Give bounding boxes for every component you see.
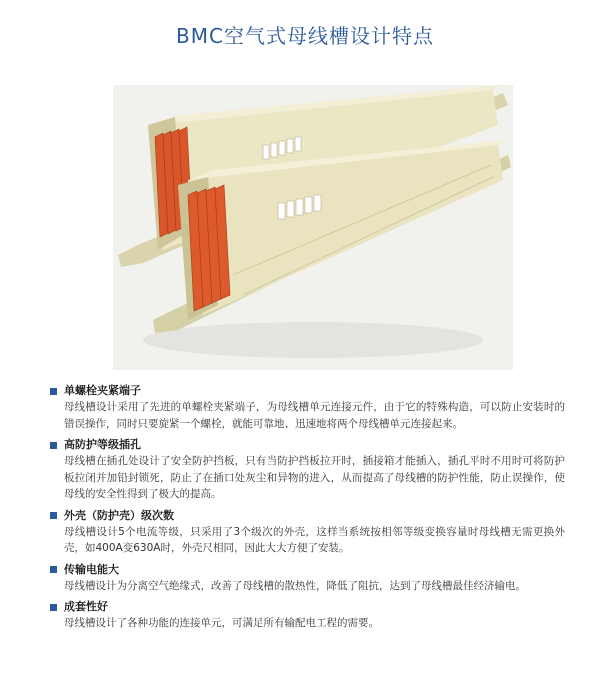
square-bullet-icon: [50, 604, 57, 611]
feature-title: 单螺栓夹紧端子: [64, 384, 141, 397]
feature-body: 母线槽设计采用了先进的单螺栓夹紧端子，为母线槽单元连接元件，由于它的特殊构造，可以防止安装时的错误操作，同时只要旋紧一个螺栓，就能可靠地、迅速地将两个母线槽单元连接起来。: [64, 401, 565, 430]
feature-item: [50, 437, 565, 503]
feature-body: 母线槽设计5个电流等级，只采用了3个级次的外壳，这样当系统按相邻等级变换容量时母线槽无需更换外壳，如400A变630A时，外壳尺相同，因此大大方便了安装。: [64, 525, 565, 554]
page-title: BMC空气式母线槽设计特点: [176, 24, 434, 48]
feature-item: [50, 562, 565, 595]
square-bullet-icon: [50, 512, 57, 519]
feature-title: 传输电能大: [64, 562, 119, 576]
feature-list: [50, 383, 565, 637]
feature-item: [50, 383, 565, 432]
feature-item: [50, 508, 565, 557]
feature-title: 成套性好: [64, 600, 108, 613]
feature-body: 母线槽设计了各种功能的连接单元，可满足所有输配电工程的需要。: [64, 617, 379, 629]
feature-body: 母线槽设计为分离空气绝缘式，改善了母线槽的散热性，降低了阻抗，达到了母线槽最佳经济输电。: [64, 579, 526, 592]
feature-title: 高防护等级插孔: [64, 438, 141, 451]
busbar-illustration: [113, 85, 513, 370]
square-bullet-icon: [50, 388, 57, 395]
busbar-product-photo: [113, 85, 513, 370]
feature-item: [50, 599, 565, 632]
feature-title: 外壳（防护壳）级次数: [64, 508, 174, 522]
feature-body: 母线槽在插孔处设计了安全防护挡板，只有当防护挡板拉开时，插接箱才能插入，插孔平时不用时可将防护板拉闭并加铅封锁死，防止了在插口处灰尘和异物的进入，从而提高了母线槽的防护性能，防止误操作，使母线的安全性得到了极大的提高。: [64, 455, 565, 500]
square-bullet-icon: [50, 442, 57, 449]
square-bullet-icon: [50, 566, 57, 573]
